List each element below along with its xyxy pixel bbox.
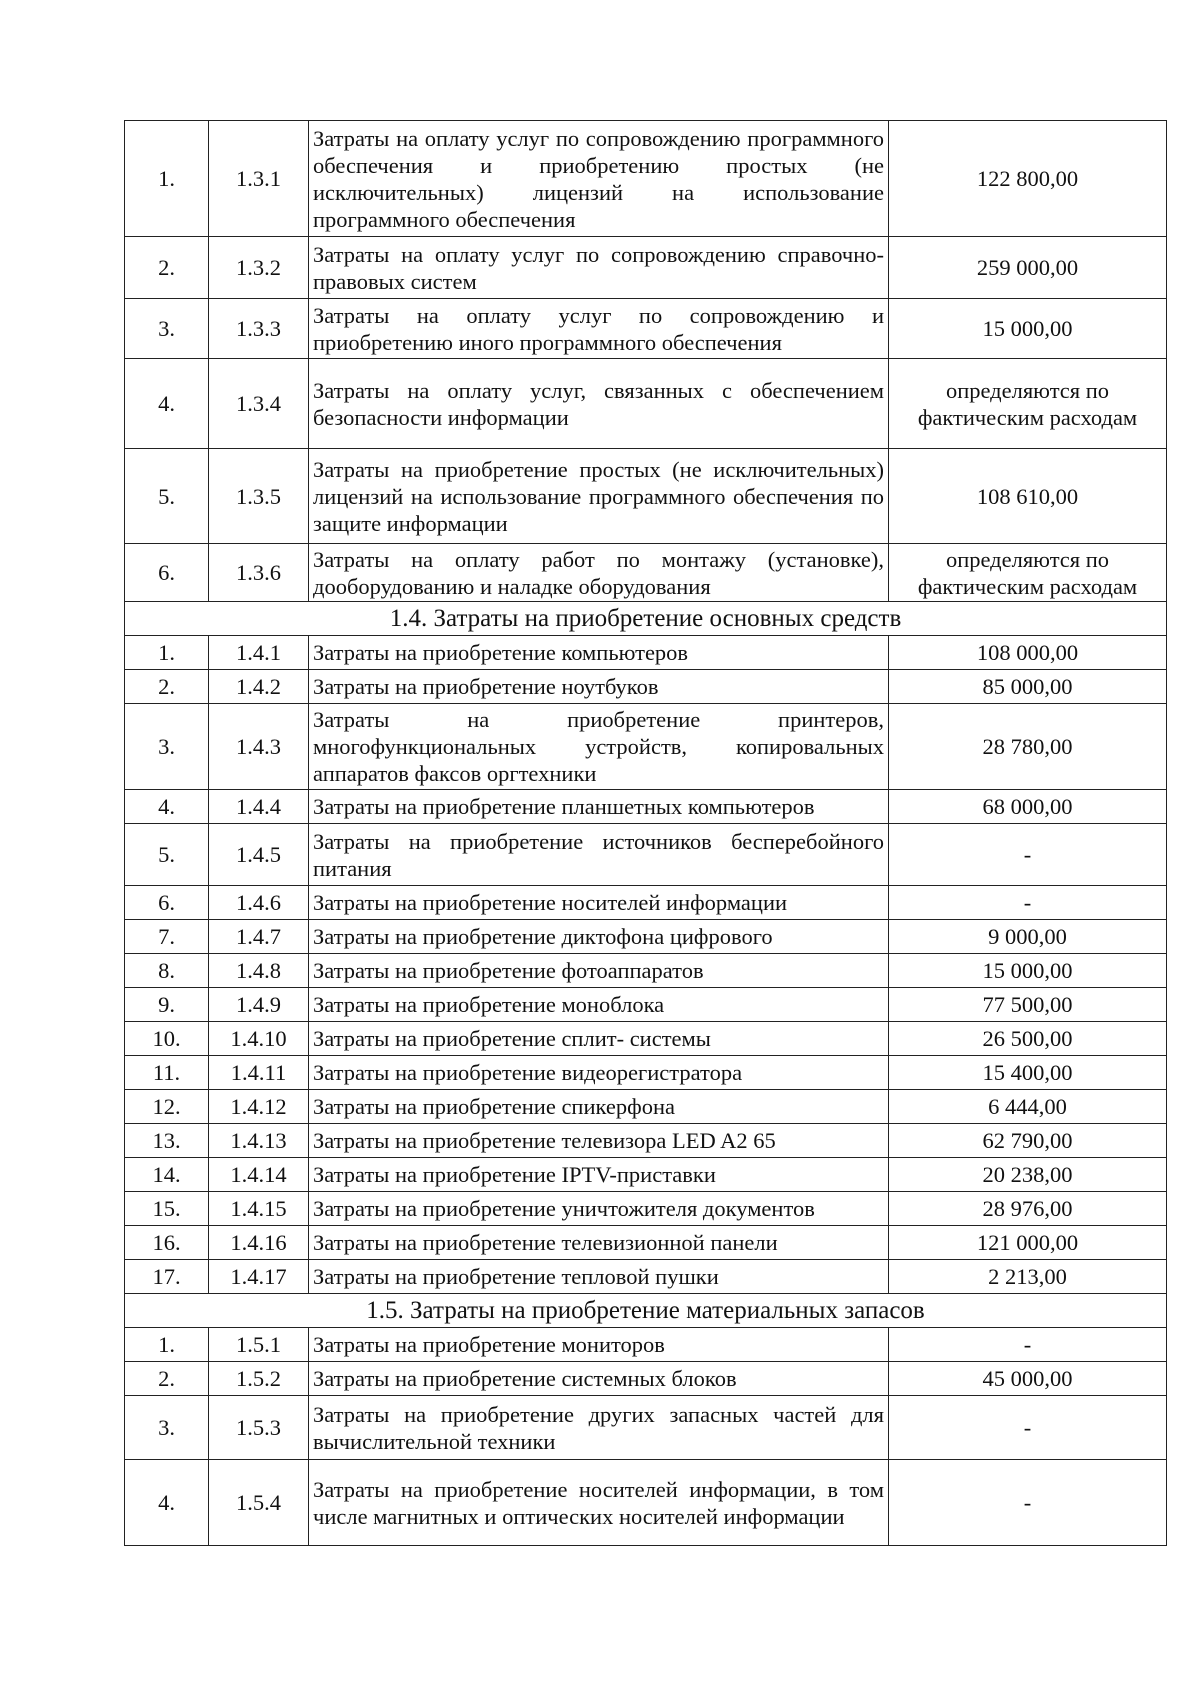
row-description: Затраты на оплату услуг по сопровождению и приобретению иного программного обеспечения [309,299,889,359]
row-number: 16. [125,1226,209,1260]
row-description: Затраты на приобретение ноутбуков [309,670,889,704]
row-amount: 68 000,00 [889,790,1167,824]
row-amount: 85 000,00 [889,670,1167,704]
table-row [125,359,1167,449]
row-number: 1. [125,1328,209,1362]
row-amount: определяются по фактическим расходам [889,359,1167,449]
section-title: 1.4. Затраты на приобретение основных средств [125,602,1167,636]
row-number: 2. [125,1362,209,1396]
row-code: 1.3.1 [209,121,309,237]
row-description: Затраты на оплату работ по монтажу (установке), дооборудованию и наладке оборудования [309,544,889,602]
row-number: 8. [125,954,209,988]
section-header [125,1294,1167,1328]
row-description: Затраты на приобретение видеорегистратора [309,1056,889,1090]
row-number: 1. [125,121,209,237]
table-row [125,790,1167,824]
row-code: 1.3.2 [209,237,309,299]
row-amount: 122 800,00 [889,121,1167,237]
row-description: Затраты на приобретение спикерфона [309,1090,889,1124]
row-number: 4. [125,359,209,449]
row-code: 1.5.4 [209,1460,309,1546]
row-code: 1.4.4 [209,790,309,824]
table-row [125,1056,1167,1090]
row-code: 1.4.6 [209,886,309,920]
row-description: Затраты на приобретение носителей информации, в том числе магнитных и оптических носителей информации [309,1460,889,1546]
table-row [125,1362,1167,1396]
row-number: 1. [125,636,209,670]
row-number: 13. [125,1124,209,1158]
row-number: 9. [125,988,209,1022]
row-number: 15. [125,1192,209,1226]
row-description: Затраты на приобретение системных блоков [309,1362,889,1396]
row-amount: 20 238,00 [889,1158,1167,1192]
row-code: 1.4.11 [209,1056,309,1090]
row-number: 3. [125,1396,209,1460]
row-amount: 6 444,00 [889,1090,1167,1124]
costs-table [124,120,1167,1546]
row-amount: - [889,1460,1167,1546]
row-amount: 26 500,00 [889,1022,1167,1056]
row-number: 14. [125,1158,209,1192]
table-row [125,704,1167,790]
row-code: 1.4.7 [209,920,309,954]
table-row [125,1022,1167,1056]
row-description: Затраты на оплату услуг, связанных с обеспечением безопасности информации [309,359,889,449]
table-row [125,824,1167,886]
row-amount: 62 790,00 [889,1124,1167,1158]
row-amount: 259 000,00 [889,237,1167,299]
table-row [125,636,1167,670]
row-number: 6. [125,544,209,602]
row-code: 1.3.3 [209,299,309,359]
row-description: Затраты на оплату услуг по сопровождению программного обеспечения и приобретению простых (не исключительных) лицензий на использование программного обеспечения [309,121,889,237]
row-description: Затраты на приобретение сплит- системы [309,1022,889,1056]
table-row [125,1460,1167,1546]
row-amount: - [889,824,1167,886]
row-description: Затраты на оплату услуг по сопровождению справочно- правовых систем [309,237,889,299]
row-amount: 108 000,00 [889,636,1167,670]
section-title: 1.5. Затраты на приобретение материальных запасов [125,1294,1167,1328]
row-code: 1.4.1 [209,636,309,670]
row-amount: - [889,1328,1167,1362]
row-amount: 15 000,00 [889,954,1167,988]
row-code: 1.4.9 [209,988,309,1022]
table-row [125,121,1167,237]
row-amount: 28 976,00 [889,1192,1167,1226]
row-amount: 15 400,00 [889,1056,1167,1090]
row-description: Затраты на приобретение моноблока [309,988,889,1022]
row-code: 1.5.1 [209,1328,309,1362]
row-code: 1.5.3 [209,1396,309,1460]
row-description: Затраты на приобретение тепловой пушки [309,1260,889,1294]
table-row [125,1260,1167,1294]
row-number: 3. [125,299,209,359]
row-code: 1.4.2 [209,670,309,704]
table-row [125,886,1167,920]
row-code: 1.4.8 [209,954,309,988]
row-number: 11. [125,1056,209,1090]
row-description: Затраты на приобретение фотоаппаратов [309,954,889,988]
table-row [125,670,1167,704]
row-code: 1.4.12 [209,1090,309,1124]
table-row [125,1124,1167,1158]
row-amount: 9 000,00 [889,920,1167,954]
row-description: Затраты на приобретение простых (не исключительных) лицензий на использование программного обеспечения по защите информации [309,449,889,544]
table-row [125,544,1167,602]
row-amount: - [889,886,1167,920]
row-description: Затраты на приобретение мониторов [309,1328,889,1362]
table-row [125,954,1167,988]
table-row [125,1192,1167,1226]
row-number: 5. [125,449,209,544]
table-row [125,1396,1167,1460]
section-header [125,602,1167,636]
row-description: Затраты на приобретение телевизора LED A2 65 [309,1124,889,1158]
row-description: Затраты на приобретение компьютеров [309,636,889,670]
table-row [125,988,1167,1022]
row-code: 1.5.2 [209,1362,309,1396]
row-description: Затраты на приобретение диктофона цифрового [309,920,889,954]
row-number: 2. [125,670,209,704]
row-description: Затраты на приобретение телевизионной панели [309,1226,889,1260]
table-row [125,237,1167,299]
row-code: 1.4.14 [209,1158,309,1192]
row-code: 1.4.16 [209,1226,309,1260]
row-code: 1.3.4 [209,359,309,449]
row-number: 5. [125,824,209,886]
table-row [125,1158,1167,1192]
row-code: 1.3.5 [209,449,309,544]
row-code: 1.3.6 [209,544,309,602]
table-row [125,1328,1167,1362]
row-number: 10. [125,1022,209,1056]
row-amount: 2 213,00 [889,1260,1167,1294]
table-row [125,1090,1167,1124]
row-description: Затраты на приобретение уничтожителя документов [309,1192,889,1226]
row-number: 17. [125,1260,209,1294]
row-amount: 28 780,00 [889,704,1167,790]
row-amount: 108 610,00 [889,449,1167,544]
row-amount: 121 000,00 [889,1226,1167,1260]
row-number: 4. [125,1460,209,1546]
row-description: Затраты на приобретение носителей информации [309,886,889,920]
row-amount: - [889,1396,1167,1460]
row-number: 3. [125,704,209,790]
row-number: 4. [125,790,209,824]
table-row [125,299,1167,359]
row-code: 1.4.3 [209,704,309,790]
row-amount: определяются по фактическим расходам [889,544,1167,602]
row-code: 1.4.17 [209,1260,309,1294]
row-description: Затраты на приобретение других запасных частей для вычислительной техники [309,1396,889,1460]
row-code: 1.4.13 [209,1124,309,1158]
row-amount: 45 000,00 [889,1362,1167,1396]
row-code: 1.4.15 [209,1192,309,1226]
row-number: 2. [125,237,209,299]
row-amount: 15 000,00 [889,299,1167,359]
row-code: 1.4.5 [209,824,309,886]
row-number: 7. [125,920,209,954]
row-description: Затраты на приобретение источников бесперебойного питания [309,824,889,886]
row-code: 1.4.10 [209,1022,309,1056]
row-description: Затраты на приобретение планшетных компьютеров [309,790,889,824]
table-row [125,449,1167,544]
row-number: 12. [125,1090,209,1124]
row-description: Затраты на приобретение принтеров, многофункциональных устройств, копировальных аппаратов факсов оргтехники [309,704,889,790]
row-description: Затраты на приобретение IPTV-приставки [309,1158,889,1192]
row-number: 6. [125,886,209,920]
row-amount: 77 500,00 [889,988,1167,1022]
table-row [125,1226,1167,1260]
table-row [125,920,1167,954]
